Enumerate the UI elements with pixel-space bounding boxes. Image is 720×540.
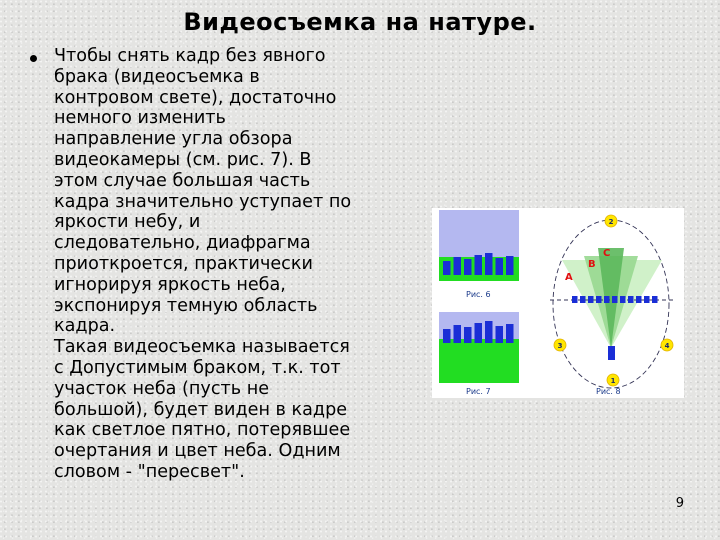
figure-panel	[432, 208, 684, 398]
sun-1-icon	[607, 374, 619, 386]
building-bar	[443, 261, 451, 275]
building-bar	[475, 323, 483, 343]
fig6-caption: Рис. 6	[466, 290, 491, 299]
zone-c-label: C	[603, 248, 611, 259]
building-bar	[506, 324, 514, 343]
figures-illustration	[432, 208, 684, 398]
building-bar	[485, 321, 493, 343]
bullet-line: видеокамеры (см. рис. 7). В	[54, 149, 312, 170]
bullet-line: кадра значительно уступает по	[54, 191, 352, 212]
bullet-line: большой), будет виден в кадре	[54, 399, 348, 420]
building-bar	[485, 253, 493, 275]
building-row	[572, 296, 658, 303]
bullet-line: участок неба (пусть не	[54, 378, 270, 399]
page-number: 9	[675, 496, 684, 511]
figure-7	[439, 312, 519, 396]
building-square	[588, 296, 594, 303]
sun-2-icon	[605, 215, 617, 227]
building-square	[644, 296, 650, 303]
bullet-line: следовательно, диафрагма	[54, 233, 311, 254]
bullet-line: яркости небу, и	[54, 212, 201, 233]
camera-icon	[608, 346, 615, 360]
bullet-line: с Допустимым браком, т.к. тот	[54, 357, 341, 378]
point-4-label: 4	[664, 342, 670, 350]
point-2-label: 2	[608, 218, 614, 226]
building-bar	[506, 256, 514, 275]
bullet-line: экспонируя темную область	[54, 295, 318, 316]
sun-3-icon	[554, 339, 566, 351]
bullet-line: контровом свете), достаточно	[54, 87, 337, 108]
figure-6	[439, 210, 519, 299]
figure-8	[550, 215, 676, 396]
building-bar	[443, 329, 451, 343]
zone-b-label: B	[588, 259, 596, 270]
building-square	[628, 296, 634, 303]
building-square	[604, 296, 610, 303]
bullet-line: как светлое пятно, потерявшее	[54, 420, 351, 441]
bullet-icon	[30, 55, 37, 62]
bullet-line: очертания и цвет неба. Одним	[54, 441, 341, 462]
building-square	[580, 296, 586, 303]
building-square	[620, 296, 626, 303]
bullet-line: этом случае большая часть	[54, 170, 311, 191]
bullet-line: Чтобы снять кадр без явного	[54, 46, 326, 66]
building-bar	[464, 259, 472, 275]
bullet-line: кадра.	[54, 316, 116, 337]
sky-area	[439, 210, 519, 257]
building-bar	[454, 325, 462, 343]
bullet-line: словом - "пересвет".	[54, 461, 245, 482]
zone-a-label: A	[565, 272, 573, 283]
bullet-line: игнорируя яркость неба,	[54, 274, 286, 295]
ground-area	[439, 339, 519, 383]
slide-title: Видеосъемка на натуре.	[183, 8, 537, 36]
fig8-caption: Рис. 8	[596, 387, 621, 396]
bullet-line: приоткроется, практически	[54, 253, 313, 274]
building-square	[572, 296, 578, 303]
building-bar	[496, 326, 504, 343]
point-3-label: 3	[557, 342, 563, 350]
bullet-text	[54, 46, 424, 483]
building-bar	[454, 257, 462, 275]
sun-4-icon	[661, 339, 673, 351]
bullet-line: направление угла обзора	[54, 129, 293, 150]
building-square	[612, 296, 618, 303]
building-square	[596, 296, 602, 303]
bullet-line: немного изменить	[54, 108, 226, 129]
point-1-label: 1	[610, 377, 616, 385]
bullet-line: Такая видеосъемка называется	[54, 337, 350, 358]
building-bar	[464, 327, 472, 343]
bullet-line: брака (видеосъемка в	[54, 66, 260, 87]
building-square	[636, 296, 642, 303]
building-bar	[496, 258, 504, 275]
building-square	[652, 296, 658, 303]
fig7-caption: Рис. 7	[466, 387, 491, 396]
building-bar	[475, 255, 483, 275]
